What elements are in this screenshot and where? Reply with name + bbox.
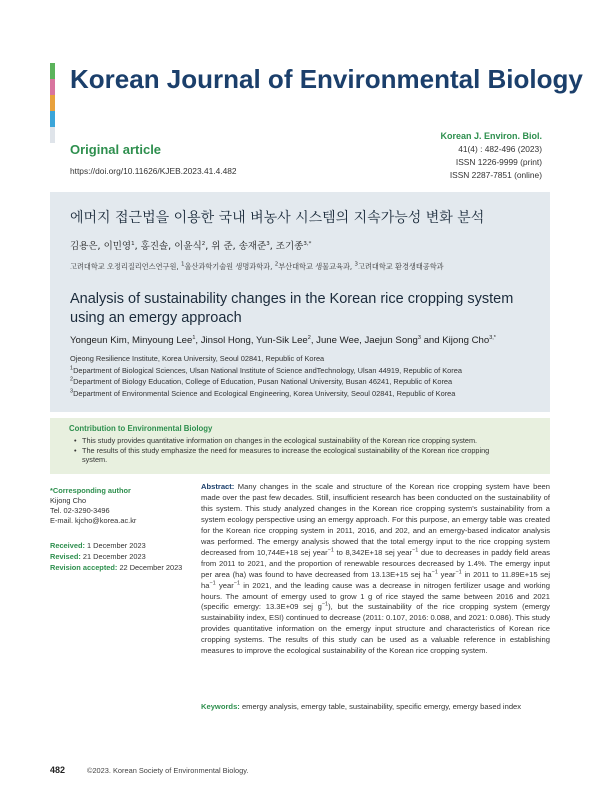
abstract-text: due to decreases in paddy field areas from 2011 to 2021, and the proportion of renewable resources decreased by 1.4%. The emergy input per area (ha) was found to have decreased from 13.13E+15 sej ha [201,547,550,579]
korean-author-name: , 위 준, 송재준 [205,241,267,252]
journal-abbreviation: Korean J. Environ. Biol. [440,131,542,141]
english-authors [70,335,496,346]
page-number: 482 [50,765,66,775]
korean-author-name-superscript: 1 [131,240,135,247]
korean-affiliation: 부산대학교 생물교육과, [278,262,355,271]
korean-affiliations [70,262,444,272]
english-affiliation [70,353,462,365]
citation-block [440,130,542,182]
accent-color-segment [50,111,55,127]
accepted-label: Revision accepted: [50,563,118,572]
affiliation-text: Department of Biological Sciences, Ulsan National Institute of Science andTechnology, Ulsan 44919, Republic of Korea [73,365,462,375]
volume-pages: 41(4) : 482-496 (2023) [458,144,542,154]
keywords [201,701,550,712]
english-author-name-superscript: 3,* [489,334,496,341]
english-author-name-superscript: 3 [417,334,421,341]
affiliation-superscript: 2 [70,376,74,383]
contribution-title: Contribution to Environmental Biology [69,424,213,433]
abstract-text: in 2011 to 11.89E+15 sej ha [201,569,550,590]
affiliation-superscript: 1 [181,261,185,268]
accepted-date [50,562,182,573]
revised-value: 21 December 2023 [82,552,146,561]
abstract-text: ), but the sustainability of the rice cropping system (emergy sustainability index, ESI) continued to decrease (2011: 0.107, 2016: 0.088, and 2021: 0.086). This study provides quantitative information on the emergy input structure and characteristics of Korean rice cropping systems. The results of this study can be used as a valuable reference in establishing measures to improve the ecological sustainability of the Korean rice cropping system. [201,602,550,656]
contribution-item: • This study provides quantitative information on changes in the ecological sustainability of the Korean rice cropping system. [74,436,514,446]
korean-author-name-superscript: 3 [266,240,270,247]
affiliation-superscript: 3 [354,261,358,268]
abstract-text: year [215,580,234,590]
korean-authors [70,238,311,252]
abstract-text: to 8,342E+18 sej year [333,547,413,557]
english-affiliations [70,353,462,399]
accent-color-segment [50,95,55,111]
received-label: Received: [50,541,85,550]
abstract-label: Abstract: [201,482,235,491]
corresponding-name: Kijong Cho [50,496,87,505]
korean-author-name: , 조기종 [269,241,304,252]
abstract-text-superscript: −1 [412,547,419,554]
korean-affiliation: 고려대학교 오정리질리언스연구원, [70,262,182,271]
article-dates [50,540,182,573]
revised-date [50,551,182,562]
english-affiliation [70,388,462,400]
korean-author-name-superscript: 3,* [303,240,312,247]
abstract [201,482,550,657]
korean-title: 에머지 접근법을 이용한 국내 벼농사 시스템의 지속가능성 변화 분석 [70,210,485,226]
affiliation-superscript: 2 [274,261,279,268]
journal-title: Korean Journal of Environmental Biology [70,64,583,94]
article-type: Original article [70,142,162,157]
abstract-text-superscript: −1 [233,580,241,587]
corresponding-label: *Corresponding author [50,486,131,495]
abstract-text: year [437,569,456,579]
affiliation-text: Ojeong Resilience Institute, Korea University, Seoul 02841, Republic of Korea [70,354,325,363]
english-author-name-superscript: 2 [307,334,311,341]
accent-color-segment [50,127,55,143]
korean-author-name-superscript: 2 [201,240,206,247]
korean-affiliation: 울산과학기술원 생명과학과, [184,262,275,271]
copyright-notice: ©2023. Korean Society of Environmental Biology. [87,766,249,775]
english-author-name: , Jinsol Hong, Yun-Sik Lee [195,335,308,346]
english-title: Analysis of sustainability changes in the Korean rice cropping system using an emergy approach [70,291,514,326]
abstract-body [201,482,550,655]
english-affiliation [70,365,462,377]
affiliation-superscript: 3 [70,388,74,395]
revised-label: Revised: [50,552,81,561]
affiliation-text: Department of Biology Education, College of Education, Pusan National University, Busan 46241, Republic of Korea [73,377,453,386]
abstract-text-superscript: −1 [321,601,329,608]
corresponding-email[interactable]: E-mail. kjcho@korea.ac.kr [50,516,137,525]
korean-affiliation: 고려대학교 환경생태공학과 [358,262,444,271]
received-date [50,540,182,551]
issn-print: ISSN 1226-9999 (print) [455,157,542,167]
english-affiliation [70,376,462,388]
abstract-text-superscript: −1 [209,580,216,587]
accent-color-bar [50,63,55,143]
abstract-text: Many changes in the scale and structure of the Korean rice cropping system have been made over the past few decades. Still, insufficient research has been conducted on the sustainability of this system. This study analyzed changes in the Korean rice cropping system's sustainability from a system ecology perspective using an emergy approach. For this purpose, an emergy table was created for the Korean rice cropping system in 2011, 2016, and 202, and an emergy-based indicator analysis was performed. The emergy analysis showed that the total emergy input to the rice cropping system decreased from 10,744E+18 sej year [201,482,550,557]
korean-author-name: , 홍진솔, 이윤식 [134,241,202,252]
english-author-name: and Kijong Cho [420,335,490,346]
english-author-name: Yongeun Kim, Minyoung Lee [70,335,193,346]
abstract-text-superscript: −1 [327,547,334,554]
accent-color-segment [50,63,55,79]
abstract-text-superscript: −1 [431,569,438,576]
issn-online: ISSN 2287-7851 (online) [449,170,542,180]
affiliation-text: Department of Environmental Science and Ecological Engineering, Korea University, Seoul 02841, Republic of Korea [73,388,456,398]
corresponding-tel: Tel. 02-3290-3496 [50,506,110,515]
affiliation-superscript: 1 [70,365,74,372]
received-value: 1 December 2023 [86,541,146,550]
english-author-name: , June Wee, Jaejun Song [310,335,418,346]
korean-author-name: 김용은, 이민영 [70,241,132,252]
keywords-label: Keywords: [201,702,240,711]
abstract-text: in 2021, and the leading cause was a decrease in nitrogen fertilizer usage and working hours. The amount of emergy used to grow 1 g of rice stayed the same between 2016 and 2021 (specific emergy: 13.3E+09 sej g [201,580,550,612]
english-author-name-superscript: 1 [192,334,196,341]
corresponding-author [50,486,136,526]
doi-link[interactable]: https://doi.org/10.11626/KJEB.2023.41.4.482 [70,166,237,176]
keywords-text: emergy analysis, emergy table, sustainability, specific emergy, emergy based index [239,702,522,711]
accent-color-segment [50,79,55,95]
contribution-list [74,436,514,465]
accepted-value: 22 December 2023 [119,563,183,572]
abstract-text-superscript: −1 [455,569,462,576]
contribution-item: • The results of this study emphasize the need for measures to increase the ecological sustainability of the Korean rice cropping system. [74,446,514,465]
